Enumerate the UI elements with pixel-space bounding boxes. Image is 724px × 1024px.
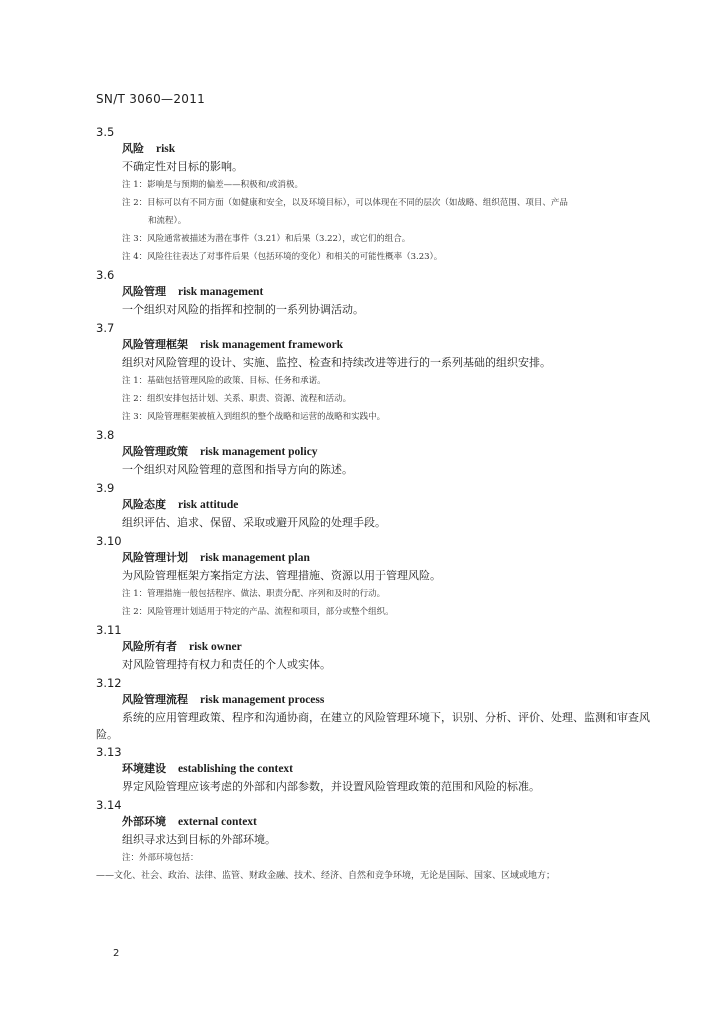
entry-note: 注 1：管理措施一般包括程序、做法、职责分配、序列和及时的行动。 (122, 589, 386, 599)
entry-3-11 (96, 622, 656, 674)
entry-term (122, 283, 656, 301)
entry-term (122, 443, 656, 461)
entry-3-9 (96, 480, 656, 532)
entry-3-12 (96, 675, 656, 743)
entry-note: 注 3：风险通常被描述为潜在事件（3.21）和后果（3.22），或它们的组合。 (122, 234, 411, 244)
entry-note: 注 1：基础包括管理风险的政策、目标、任务和承诺。 (122, 376, 326, 386)
entry-definition: 组织评估、追求、保留、采取或避开风险的处理手段。 (122, 516, 386, 529)
entry-note: 注 2：组织安排包括计划、关系、职责、资源、流程和活动。 (122, 394, 352, 404)
term-zh: 风险 (122, 142, 144, 155)
entry-number: 3.11 (96, 623, 122, 637)
entry-3-7 (96, 320, 656, 426)
entry-definition: 界定风险管理应该考虑的外部和内部参数，并设置风险管理政策的范围和风险的标准。 (122, 780, 540, 793)
term-zh: 风险管理流程 (122, 693, 188, 706)
term-zh: 风险管理 (122, 285, 166, 298)
entry-number: 3.10 (96, 534, 122, 548)
entry-note: 注 2：风险管理计划适用于特定的产品、流程和项目，部分或整个组织。 (122, 607, 394, 617)
term-en: risk management plan (200, 552, 310, 564)
entry-3-13 (96, 744, 656, 796)
entry-term (122, 336, 656, 354)
term-en: risk management (178, 286, 264, 298)
entry-note: 注 2：目标可以有不同方面（如健康和安全，以及环境目标），可以体现在不同的层次（如战略、组织范围、项目、产品 (122, 198, 568, 208)
entry-note: 注 4：风险往往表达了对事件后果（包括环境的变化）和相关的可能性概率（3.23）。 (122, 252, 443, 262)
term-zh: 风险管理框架 (122, 338, 188, 351)
term-zh: 风险所有者 (122, 640, 177, 653)
entry-number: 3.14 (96, 798, 122, 812)
term-en: external context (178, 816, 257, 828)
term-zh: 风险管理政策 (122, 445, 188, 458)
entry-3-14 (96, 797, 656, 885)
term-en: risk owner (189, 641, 242, 653)
entry-number: 3.13 (96, 745, 122, 759)
entry-note: 注：外部环境包括： (122, 853, 199, 863)
entry-term (122, 549, 656, 567)
term-en: establishing the context (178, 763, 293, 775)
entry-dash-item: ——文化、社会、政治、法律、监管、财政金融、技术、经济、自然和竞争环境，无论是国际、国家、区域或地方； (96, 871, 556, 881)
entry-term (122, 691, 656, 709)
entry-definition: 一个组织对风险管理的意图和指导方向的陈述。 (122, 463, 353, 476)
term-zh: 环境建设 (122, 762, 166, 775)
entry-3-5 (96, 124, 656, 266)
definitions-body (96, 123, 656, 885)
entry-note-continuation: 和流程）。 (148, 216, 187, 226)
term-en: risk management process (200, 694, 325, 706)
entry-note: 注 3：风险管理框架被植入到组织的整个战略和运营的战略和实践中。 (122, 412, 386, 422)
term-en: risk (156, 143, 176, 155)
page-number: 2 (113, 948, 120, 959)
term-zh: 风险管理计划 (122, 551, 188, 564)
entry-definition: 对风险管理持有权力和责任的个人或实体。 (122, 658, 331, 671)
entry-term (122, 496, 656, 514)
entry-definition: 系统的应用管理政策、程序和沟通协商，在建立的风险管理环境下，识别、分析、评价、处理、监测和审查风险。 (96, 711, 650, 741)
entry-term (122, 638, 656, 656)
entry-definition: 不确定性对目标的影响。 (122, 160, 243, 173)
entry-number: 3.12 (96, 676, 122, 690)
entry-definition: 组织寻求达到目标的外部环境。 (122, 833, 276, 846)
entry-term (122, 760, 656, 778)
entry-number: 3.9 (96, 481, 115, 495)
term-zh: 风险态度 (122, 498, 166, 511)
entry-number: 3.5 (96, 125, 115, 139)
entry-term (122, 813, 656, 831)
term-en: risk attitude (178, 499, 239, 511)
entry-3-8 (96, 427, 656, 479)
term-en: risk management policy (200, 446, 318, 458)
standard-id-header: SN/T 3060—2011 (96, 92, 206, 106)
term-en: risk management framework (200, 339, 344, 351)
entry-3-10 (96, 533, 656, 621)
entry-number: 3.6 (96, 268, 115, 282)
entry-number: 3.8 (96, 428, 115, 442)
entry-definition: 为风险管理框架方案指定方法、管理措施、资源以用于管理风险。 (122, 569, 441, 582)
entry-note: 注 1：影响是与预期的偏差——积极和/或消极。 (122, 180, 303, 190)
entry-number: 3.7 (96, 321, 115, 335)
entry-definition: 组织对风险管理的设计、实施、监控、检查和持续改进等进行的一系列基础的组织安排。 (122, 356, 551, 369)
entry-3-6 (96, 267, 656, 319)
entry-term (122, 140, 656, 158)
entry-definition: 一个组织对风险的指挥和控制的一系列协调活动。 (122, 303, 364, 316)
term-zh: 外部环境 (122, 815, 166, 828)
